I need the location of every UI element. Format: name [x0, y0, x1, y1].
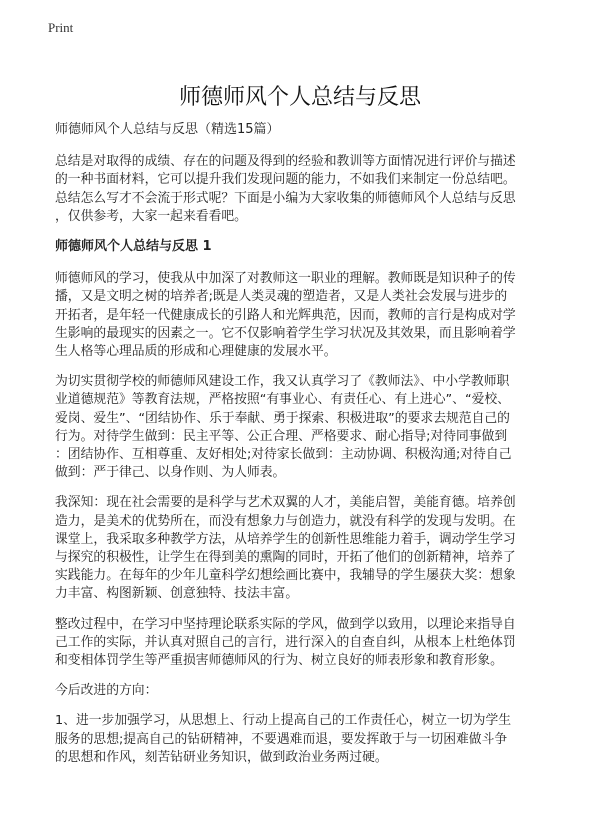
text-line: 生影响的最现实的因素之一。它不仅影响着学生学习状况及其效果，而且影响着学 [55, 325, 516, 341]
paragraph [55, 712, 555, 767]
paragraph [55, 494, 555, 603]
document-body [55, 121, 555, 779]
text-line: 的一种书面材料，它可以提升我们发现问题的能力，不如我们来制定一份总结吧。 [55, 172, 516, 188]
page-title: 师德师风个人总结与反思 [178, 85, 421, 110]
text-line: 为切实贯彻学校的师德师风建设工作，我又认真学习了《教师法》、中小学教师职 [55, 374, 510, 390]
text-line: 行为。对待学生做到：民主平等、公正合理、严格要求、耐心指导;对待同事做到 [55, 428, 508, 444]
paragraph [55, 270, 555, 361]
subtitle: 师德师风个人总结与反思（精选15篇） [55, 122, 280, 137]
text-line: 课堂上，我采取多种教学方法，从培养学生的创新性思维能力着手，调动学生学习 [55, 531, 516, 547]
section-heading: 师德师风个人总结与反思 1 [55, 239, 212, 255]
text-line: 爱岗、爱生”、“团结协作、乐于奉献、勇于探索、积极进取”的要求去规范自己的 [55, 410, 510, 426]
text-line: 总结是对取得的成绩、存在的问题及得到的经验和教训等方面情况进行评价与描述 [55, 154, 516, 170]
paragraph [55, 616, 555, 671]
text-line: 今后改进的方向： [55, 683, 158, 699]
text-line: 生人格等心理品质的形成和心理健康的发展水平。 [55, 344, 337, 360]
text-line: 造力，是美术的优势所在，而没有想象力与创造力，就没有科学的发现与发明。在 [55, 513, 516, 529]
text-line: 总结怎么写才不会流于形式呢？下面是小编为大家收集的师德师风个人总结与反思 [55, 190, 516, 206]
intro-paragraph [55, 153, 555, 226]
text-line: 己工作的实际，并认真对照自己的言行，进行深入的自查自纠，从根本上杜绝体罚 [55, 634, 516, 650]
text-line: 师德师风的学习，使我从中加深了对教师这一职业的理解。教师既是知识种子的传 [55, 271, 516, 287]
paragraph [55, 682, 555, 700]
print-link[interactable]: Print [48, 20, 74, 35]
text-line: 整改过程中，在学习中坚持理论联系实际的学风，做到学以致用，以理论来指导自 [55, 616, 516, 632]
text-line: 1、进一步加强学习，从思想上、行动上提高自己的工作责任心，树立一切为学生 [55, 713, 512, 729]
text-line: 实践能力。在每年的少年儿童科学幻想绘画比赛中，我辅导的学生屡获大奖：想象 [55, 568, 516, 584]
text-line: 业道德规范》等教育法规，严格按照“有事业心、有责任心、有上进心”、“爱校、 [55, 392, 510, 408]
text-line: 做到：严于律己、以身作则、为人师表。 [55, 465, 286, 481]
text-line: 与探究的积极性，让学生在得到美的熏陶的同时，开拓了他们的创新精神，培养了 [55, 550, 516, 566]
text-line: 力丰富、构图新颖、创意独特、技法丰富。 [55, 586, 299, 602]
paragraph [55, 373, 555, 482]
text-line: 服务的思想;提高自己的钻研精神，不要遇难而退，要发挥敢于与一切困难做斗争 [55, 731, 508, 747]
text-line: 我深知：现在社会需要的是科学与艺术双翼的人才，美能启智，美能育德。培养创 [55, 495, 516, 511]
text-line: ，仅供参考，大家一起来看看吧。 [55, 208, 247, 224]
text-line: 播，又是文明之树的培养者;既是人类灵魂的塑造者，又是人类社会发展与进步的 [55, 289, 508, 305]
text-line: 和变相体罚学生等严重损害师德师风的行为、树立良好的师表形象和教育形象。 [55, 653, 503, 669]
text-line: 的思想和作风，刻苦钻研业务知识，做到政治业务两过硬。 [55, 749, 388, 765]
text-line: ：团结协作、互相尊重、友好相处;对待家长做到：主动协调、积极沟通;对待自己 [55, 447, 512, 463]
text-line: 开拓者，是年轻一代健康成长的引路人和光辉典范，因而，教师的言行是构成对学 [55, 307, 516, 323]
